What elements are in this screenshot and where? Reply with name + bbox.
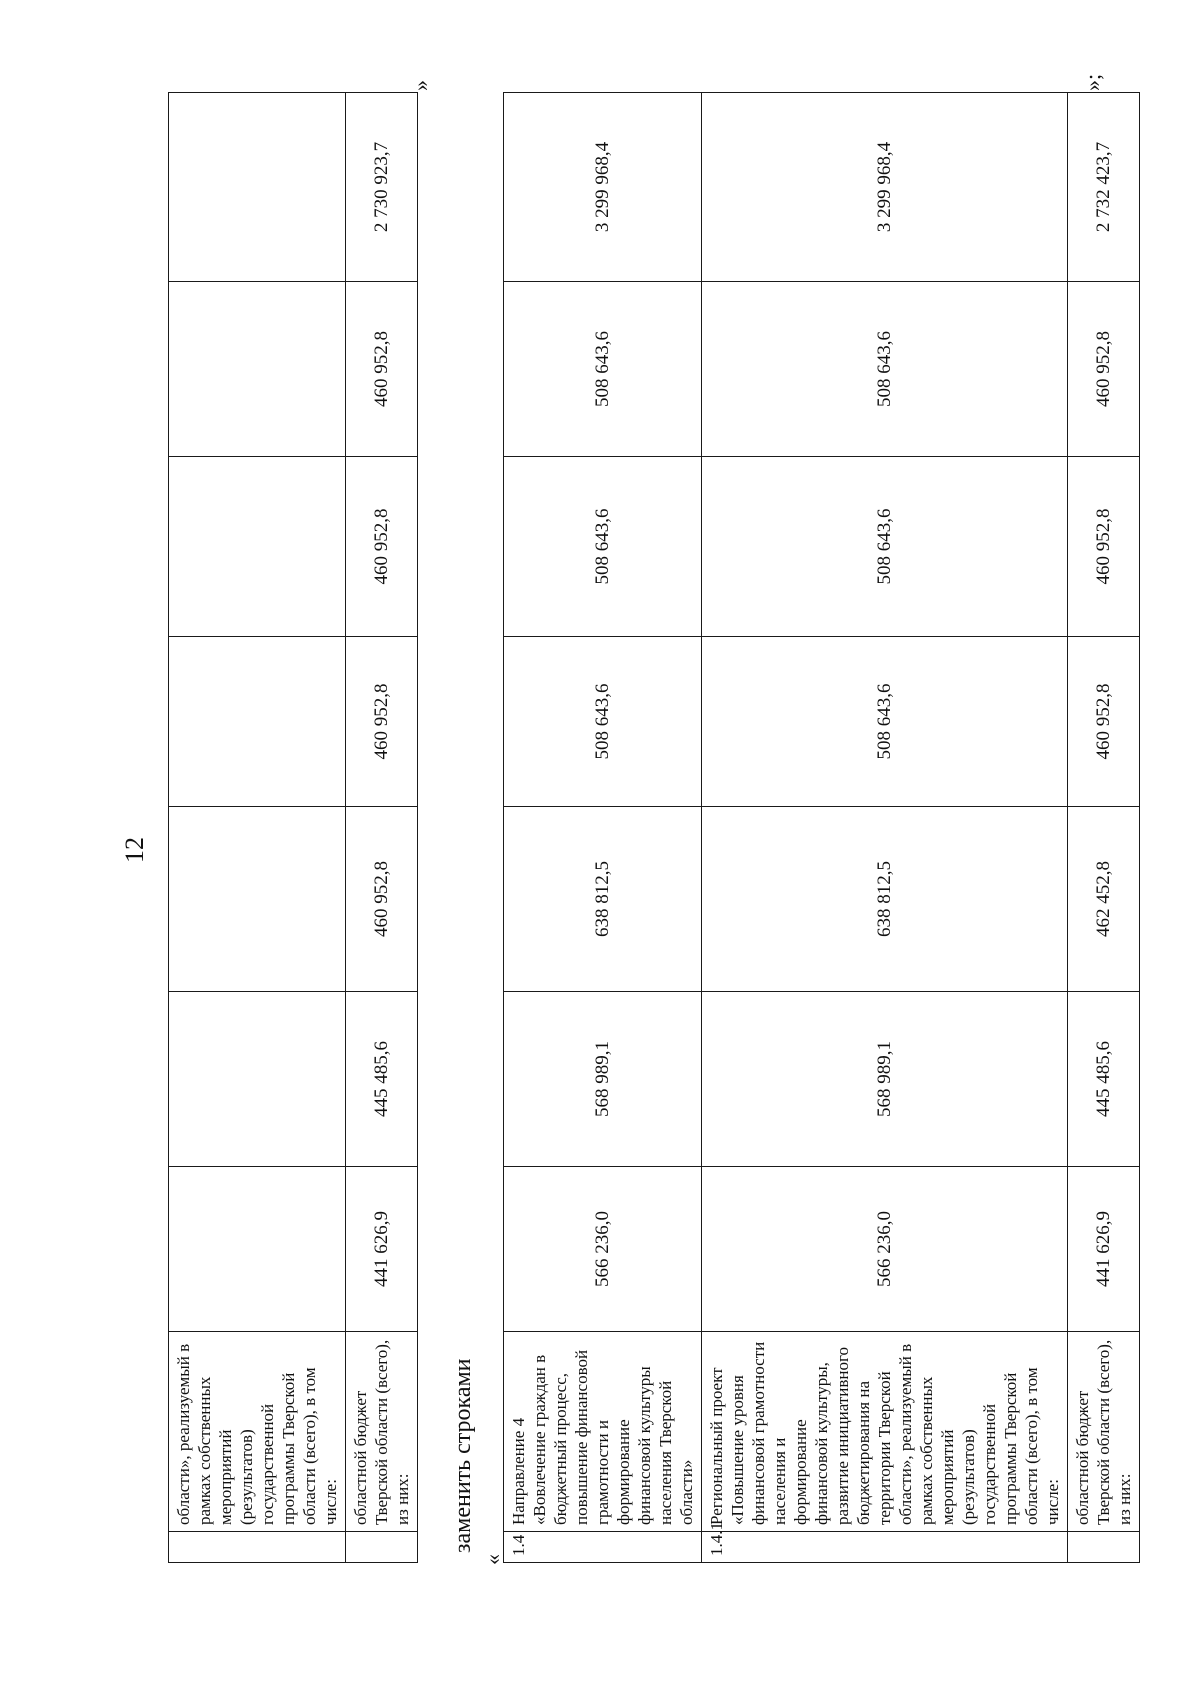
value-cell: 568 989,1: [504, 992, 702, 1167]
row-number: 1.4: [504, 1532, 702, 1563]
value-cell: 2 730 923,7: [346, 93, 418, 282]
page-number: 12: [120, 837, 149, 863]
value-cell: 3 299 968,4: [504, 93, 702, 282]
value-cell: [169, 1167, 346, 1332]
value-cell: 460 952,8: [1068, 637, 1140, 807]
value-cell: 638 812,5: [504, 807, 702, 992]
value-cell: [169, 807, 346, 992]
value-cell: 441 626,9: [1068, 1167, 1140, 1332]
value-cell: [169, 93, 346, 282]
value-cell: [169, 457, 346, 637]
table-row: [702, 93, 1068, 1563]
row-name: областной бюджет Тверской области (всего), из них:: [346, 1332, 418, 1532]
value-cell: 566 236,0: [504, 1167, 702, 1332]
replace-with-rows-label: заменить строками: [450, 1358, 476, 1553]
value-cell: 460 952,8: [346, 457, 418, 637]
value-cell: 3 299 968,4: [702, 93, 1068, 282]
table-row: [169, 93, 346, 1563]
budget-table-bottom: [503, 92, 1140, 1563]
table-row: [504, 93, 702, 1563]
value-cell: [169, 282, 346, 457]
row-name: Региональный проект «Повышение уровня финансовой грамотности населения и формирование финансовой культуры, развитие инициативного бюджетирования на территории Тверской области», реализуемый в рамках собственных мероприятий (результатов) государственной программы Тверской области (всего), в том числе:: [702, 1332, 1068, 1532]
row-number: [346, 1532, 418, 1563]
table-row: [1068, 93, 1140, 1563]
value-cell: 508 643,6: [702, 457, 1068, 637]
value-cell: 508 643,6: [702, 637, 1068, 807]
value-cell: 638 812,5: [702, 807, 1068, 992]
row-name: областной бюджет Тверской области (всего), из них:: [1068, 1332, 1140, 1532]
value-cell: 566 236,0: [702, 1167, 1068, 1332]
value-cell: 508 643,6: [702, 282, 1068, 457]
table-row: [346, 93, 418, 1563]
row-number: 1.4.1: [702, 1532, 1068, 1563]
value-cell: 508 643,6: [504, 282, 702, 457]
value-cell: 460 952,8: [1068, 457, 1140, 637]
budget-table-top: [168, 92, 418, 1563]
value-cell: [169, 637, 346, 807]
value-cell: 460 952,8: [346, 637, 418, 807]
value-cell: 460 952,8: [346, 807, 418, 992]
value-cell: 441 626,9: [346, 1167, 418, 1332]
value-cell: 460 952,8: [1068, 282, 1140, 457]
value-cell: 462 452,8: [1068, 807, 1140, 992]
row-name: Направление 4 «Вовлечение граждан в бюджетный процесс, повышение финансовой грамотности и формирование финансовой культуры населения Тверской области»: [504, 1332, 702, 1532]
value-cell: 445 485,6: [1068, 992, 1140, 1167]
value-cell: 445 485,6: [346, 992, 418, 1167]
row-number: [1068, 1532, 1140, 1563]
value-cell: 460 952,8: [346, 282, 418, 457]
row-name: области», реализуемый в рамках собственных мероприятий (результатов) государственной программы Тверской области (всего), в том числе:: [169, 1332, 346, 1532]
closing-quote-semicolon: »;: [1080, 73, 1105, 91]
value-cell: [169, 992, 346, 1167]
value-cell: 508 643,6: [504, 457, 702, 637]
opening-quote: «: [480, 1554, 505, 1565]
value-cell: 2 732 423,7: [1068, 93, 1140, 282]
value-cell: 508 643,6: [504, 637, 702, 807]
row-number: [169, 1532, 346, 1563]
value-cell: 568 989,1: [702, 992, 1068, 1167]
closing-quote: »: [408, 80, 433, 91]
